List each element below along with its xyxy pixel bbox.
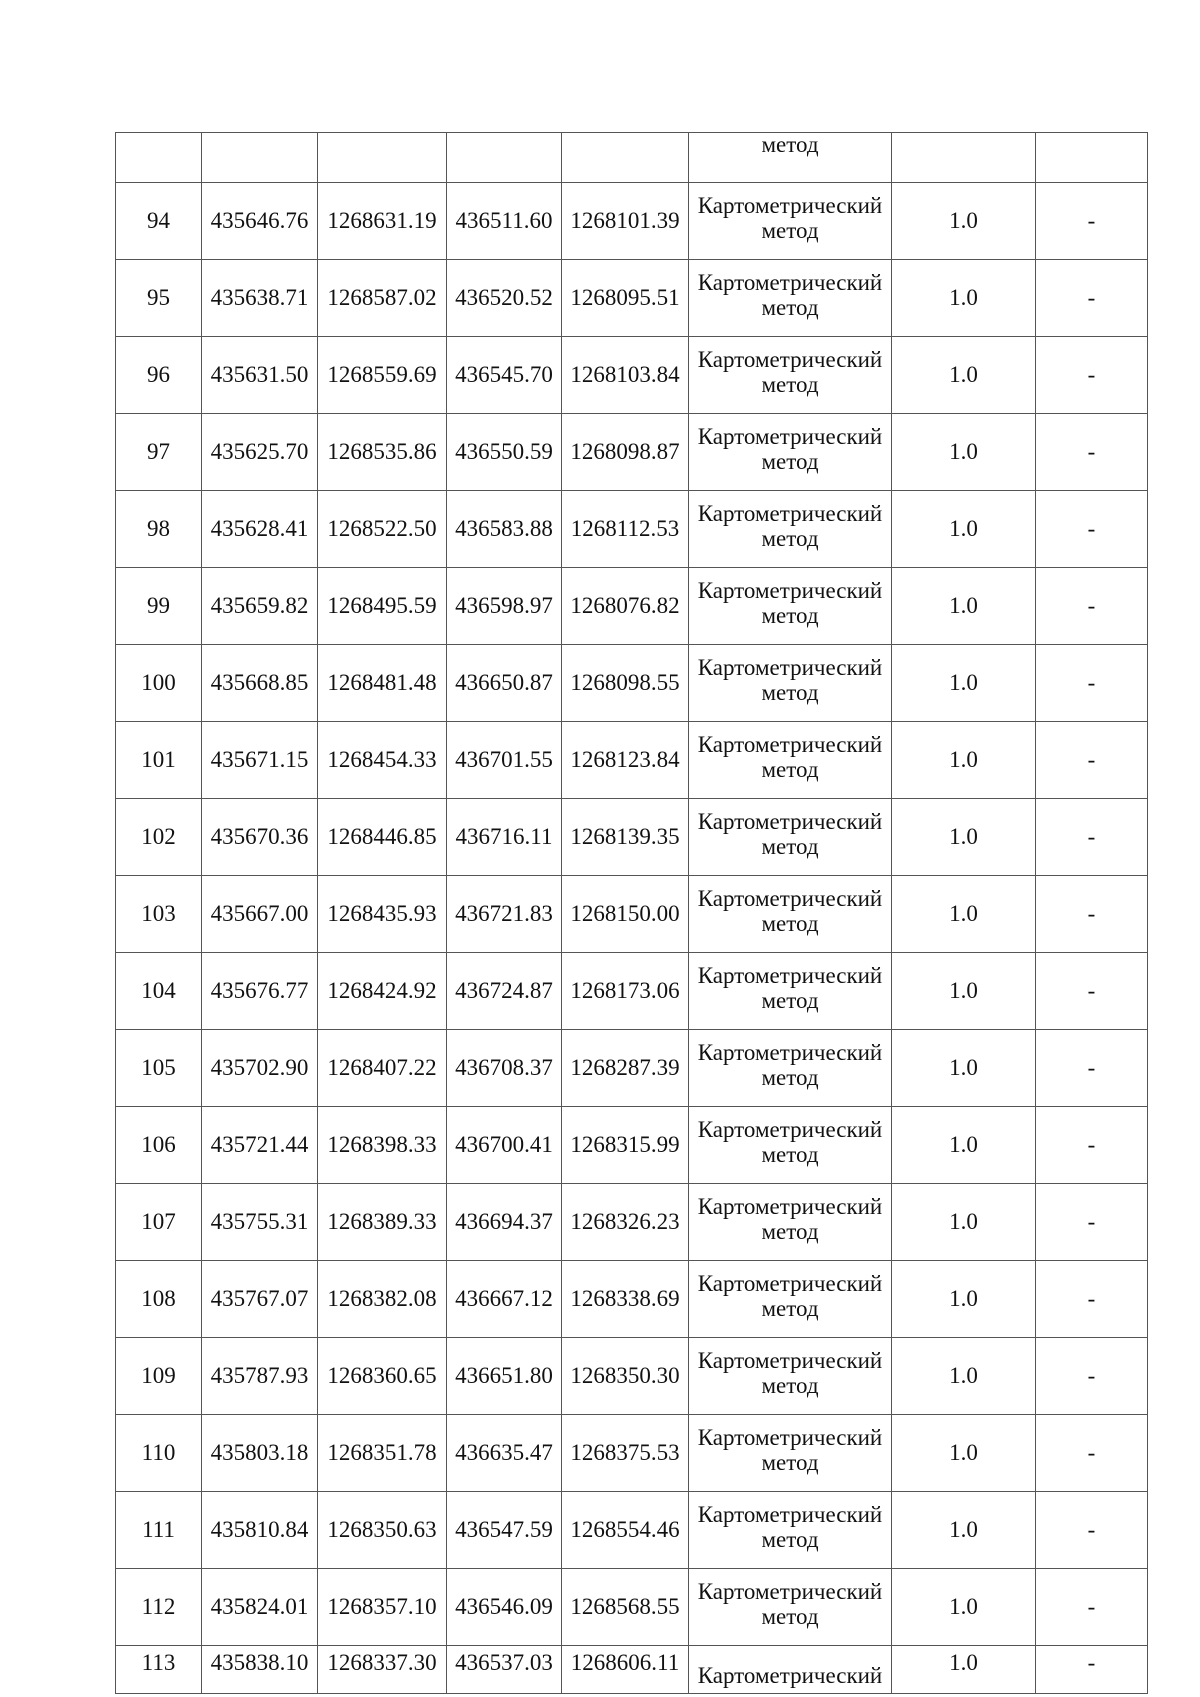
table-row xyxy=(116,1030,1148,1107)
table-row xyxy=(116,568,1148,645)
cell-method xyxy=(689,1569,892,1646)
cell-point-number: 97 xyxy=(116,414,202,491)
cell-y1: 1268587.02 xyxy=(318,260,447,337)
cell-x2: 436716.11 xyxy=(447,799,562,876)
cell-x2: 436550.59 xyxy=(447,414,562,491)
cell-y1 xyxy=(318,133,447,183)
cell-point-number: 105 xyxy=(116,1030,202,1107)
cell-x1: 435631.50 xyxy=(202,337,318,414)
method-line-2: метод xyxy=(761,1373,819,1398)
method-line-2: метод xyxy=(761,988,819,1013)
cell-method xyxy=(689,414,892,491)
table-row xyxy=(116,953,1148,1030)
method-line-1: Картометрический xyxy=(697,1039,883,1065)
cell-y2 xyxy=(562,133,689,183)
cell-point-number: 98 xyxy=(116,491,202,568)
cell-x2: 436721.83 xyxy=(447,876,562,953)
cell-x1: 435721.44 xyxy=(202,1107,318,1184)
cell-accuracy: 1.0 xyxy=(892,799,1036,876)
cell-x1: 435628.41 xyxy=(202,491,318,568)
cell-point-number: 110 xyxy=(116,1415,202,1492)
cell-note: - xyxy=(1036,645,1148,722)
method-line-2: метод xyxy=(761,1604,819,1629)
cell-y1: 1268351.78 xyxy=(318,1415,447,1492)
cell-method xyxy=(689,953,892,1030)
cell-point-number: 101 xyxy=(116,722,202,799)
method-line-1: Картометрический xyxy=(697,269,883,295)
cell-point-number: 102 xyxy=(116,799,202,876)
cell-method xyxy=(689,1261,892,1338)
cell-x2: 436520.52 xyxy=(447,260,562,337)
cell-x1: 435803.18 xyxy=(202,1415,318,1492)
cell-x2: 436511.60 xyxy=(447,183,562,260)
cell-note: - xyxy=(1036,1415,1148,1492)
coordinates-table xyxy=(115,132,1148,1694)
cell-note: - xyxy=(1036,1338,1148,1415)
cell-y2: 1268123.84 xyxy=(562,722,689,799)
cell-point-number: 111 xyxy=(116,1492,202,1569)
table-row-partial xyxy=(116,1646,1148,1694)
cell-x1: 435676.77 xyxy=(202,953,318,1030)
cell-y1: 1268535.86 xyxy=(318,414,447,491)
method-line-2: метод xyxy=(761,603,819,628)
cell-x1: 435671.15 xyxy=(202,722,318,799)
cell-y1: 1268389.33 xyxy=(318,1184,447,1261)
cell-x1: 435755.31 xyxy=(202,1184,318,1261)
cell-accuracy: 1.0 xyxy=(892,1030,1036,1107)
cell-x2: 436667.12 xyxy=(447,1261,562,1338)
cell-x2: 436546.09 xyxy=(447,1569,562,1646)
cell-x2: 436651.80 xyxy=(447,1338,562,1415)
cell-y2: 1268103.84 xyxy=(562,337,689,414)
cell-accuracy: 1.0 xyxy=(892,568,1036,645)
cell-y1: 1268337.30 xyxy=(318,1646,447,1694)
table-row xyxy=(116,1338,1148,1415)
cell-x1: 435702.90 xyxy=(202,1030,318,1107)
cell-note: - xyxy=(1036,414,1148,491)
method-line-2: метод xyxy=(761,218,819,243)
cell-accuracy: 1.0 xyxy=(892,1261,1036,1338)
cell-note: - xyxy=(1036,183,1148,260)
method-line-1: Картометрический xyxy=(697,1501,883,1527)
cell-x2: 436700.41 xyxy=(447,1107,562,1184)
cell-accuracy: 1.0 xyxy=(892,414,1036,491)
cell-y2: 1268150.00 xyxy=(562,876,689,953)
cell-point-number: 107 xyxy=(116,1184,202,1261)
method-line-1: Картометрический xyxy=(697,500,883,526)
cell-x1: 435670.36 xyxy=(202,799,318,876)
cell-y1: 1268454.33 xyxy=(318,722,447,799)
table-row xyxy=(116,337,1148,414)
cell-note: - xyxy=(1036,722,1148,799)
cell-note xyxy=(1036,133,1148,183)
cell-note: - xyxy=(1036,799,1148,876)
cell-method xyxy=(689,1415,892,1492)
cell-accuracy: 1.0 xyxy=(892,1415,1036,1492)
cell-note: - xyxy=(1036,1184,1148,1261)
method-line-2: метод xyxy=(761,526,819,551)
method-line-2: метод xyxy=(761,834,819,859)
cell-y1: 1268481.48 xyxy=(318,645,447,722)
cell-accuracy: 1.0 xyxy=(892,645,1036,722)
cell-method xyxy=(689,1338,892,1415)
cell-y2: 1268112.53 xyxy=(562,491,689,568)
cell-note: - xyxy=(1036,876,1148,953)
method-line-2: метод xyxy=(761,1142,819,1167)
cell-point-number: 104 xyxy=(116,953,202,1030)
method-line-1: Картометрический xyxy=(697,731,883,757)
cell-y1: 1268495.59 xyxy=(318,568,447,645)
cell-y1: 1268398.33 xyxy=(318,1107,447,1184)
cell-accuracy: 1.0 xyxy=(892,1646,1036,1694)
cell-y2: 1268554.46 xyxy=(562,1492,689,1569)
method-line-2: метод xyxy=(761,1450,819,1475)
cell-y2: 1268098.55 xyxy=(562,645,689,722)
cell-note: - xyxy=(1036,1569,1148,1646)
cell-note: - xyxy=(1036,1492,1148,1569)
table-row xyxy=(116,260,1148,337)
table-row xyxy=(116,722,1148,799)
method-line-2: метод xyxy=(761,295,819,320)
cell-y2: 1268095.51 xyxy=(562,260,689,337)
cell-note: - xyxy=(1036,337,1148,414)
table-row xyxy=(116,876,1148,953)
cell-point-number: 109 xyxy=(116,1338,202,1415)
table-row xyxy=(116,799,1148,876)
cell-method xyxy=(689,1492,892,1569)
cell-method xyxy=(689,876,892,953)
cell-accuracy: 1.0 xyxy=(892,491,1036,568)
table-row xyxy=(116,1107,1148,1184)
cell-accuracy: 1.0 xyxy=(892,260,1036,337)
cell-x2: 436537.03 xyxy=(447,1646,562,1694)
method-line-1: Картометрический xyxy=(697,346,883,372)
cell-accuracy: 1.0 xyxy=(892,722,1036,799)
cell-y1: 1268350.63 xyxy=(318,1492,447,1569)
cell-y2: 1268098.87 xyxy=(562,414,689,491)
cell-x1: 435625.70 xyxy=(202,414,318,491)
method-line-2: метод xyxy=(761,1065,819,1090)
cell-x1: 435659.82 xyxy=(202,568,318,645)
method-continuation-text: метод xyxy=(761,132,819,157)
cell-accuracy: 1.0 xyxy=(892,183,1036,260)
cell-method xyxy=(689,1184,892,1261)
cell-y2: 1268076.82 xyxy=(562,568,689,645)
cell-x2: 436701.55 xyxy=(447,722,562,799)
cell-x1: 435810.84 xyxy=(202,1492,318,1569)
cell-note: - xyxy=(1036,260,1148,337)
cell-method xyxy=(689,491,892,568)
method-line-1: Картометрический xyxy=(697,808,883,834)
table-row xyxy=(116,1569,1148,1646)
cell-y2: 1268568.55 xyxy=(562,1569,689,1646)
cell-method xyxy=(689,133,892,183)
cell-x2: 436547.59 xyxy=(447,1492,562,1569)
cell-y2: 1268375.53 xyxy=(562,1415,689,1492)
table-row xyxy=(116,1415,1148,1492)
method-line-2: метод xyxy=(761,1527,819,1552)
cell-y1: 1268446.85 xyxy=(318,799,447,876)
cell-point-number: 100 xyxy=(116,645,202,722)
method-line-1: Картометрический xyxy=(697,962,883,988)
cell-x1: 435668.85 xyxy=(202,645,318,722)
method-line-2: метод xyxy=(761,680,819,705)
cell-point-number xyxy=(116,133,202,183)
table-row xyxy=(116,183,1148,260)
table-row xyxy=(116,1184,1148,1261)
cell-x2: 436583.88 xyxy=(447,491,562,568)
method-line-2: метод xyxy=(761,911,819,936)
method-line-1: Картометрический xyxy=(697,1424,883,1450)
cell-x2 xyxy=(447,133,562,183)
method-line-1: Картометрический xyxy=(697,1116,883,1142)
method-line-1: Картометрический xyxy=(697,1193,883,1219)
cell-method xyxy=(689,1107,892,1184)
cell-point-number: 112 xyxy=(116,1569,202,1646)
cell-x1: 435787.93 xyxy=(202,1338,318,1415)
cell-note: - xyxy=(1036,1261,1148,1338)
table-row-continuation xyxy=(116,133,1148,183)
cell-y1: 1268382.08 xyxy=(318,1261,447,1338)
cell-x1: 435767.07 xyxy=(202,1261,318,1338)
cell-note: - xyxy=(1036,568,1148,645)
cell-method xyxy=(689,799,892,876)
cell-accuracy: 1.0 xyxy=(892,953,1036,1030)
table-body xyxy=(116,133,1148,1694)
cell-y1: 1268522.50 xyxy=(318,491,447,568)
cell-note: - xyxy=(1036,1107,1148,1184)
cell-method xyxy=(689,260,892,337)
cell-x1: 435667.00 xyxy=(202,876,318,953)
cell-x2: 436650.87 xyxy=(447,645,562,722)
cell-y2: 1268315.99 xyxy=(562,1107,689,1184)
cell-note: - xyxy=(1036,1646,1148,1694)
method-line-1: Картометрический xyxy=(697,885,883,911)
cell-y2: 1268326.23 xyxy=(562,1184,689,1261)
cell-point-number: 103 xyxy=(116,876,202,953)
method-line-1: Картометрический xyxy=(697,654,883,680)
method-line-1: Картометрический xyxy=(697,192,883,218)
table-row xyxy=(116,1492,1148,1569)
method-line-2: метод xyxy=(761,757,819,782)
method-line-2: метод xyxy=(761,372,819,397)
table-row xyxy=(116,1261,1148,1338)
cell-x2: 436694.37 xyxy=(447,1184,562,1261)
cell-y2: 1268287.39 xyxy=(562,1030,689,1107)
cell-x2: 436724.87 xyxy=(447,953,562,1030)
cell-y1: 1268407.22 xyxy=(318,1030,447,1107)
cell-accuracy: 1.0 xyxy=(892,1569,1036,1646)
cell-y2: 1268338.69 xyxy=(562,1261,689,1338)
method-line-1: Картометрический xyxy=(697,577,883,603)
cell-y1: 1268424.92 xyxy=(318,953,447,1030)
cell-point-number: 99 xyxy=(116,568,202,645)
cell-point-number: 95 xyxy=(116,260,202,337)
cell-accuracy: 1.0 xyxy=(892,1107,1036,1184)
cell-x2: 436708.37 xyxy=(447,1030,562,1107)
table-row xyxy=(116,491,1148,568)
method-line-1: Картометрический xyxy=(697,1578,883,1604)
cell-x1: 435824.01 xyxy=(202,1569,318,1646)
cell-y2: 1268350.30 xyxy=(562,1338,689,1415)
cell-x2: 436635.47 xyxy=(447,1415,562,1492)
cell-method xyxy=(689,568,892,645)
cell-accuracy: 1.0 xyxy=(892,337,1036,414)
table-row xyxy=(116,645,1148,722)
cell-note: - xyxy=(1036,491,1148,568)
cell-y2: 1268606.11 xyxy=(562,1646,689,1694)
cell-note: - xyxy=(1036,1030,1148,1107)
cell-method xyxy=(689,722,892,799)
cell-y2: 1268173.06 xyxy=(562,953,689,1030)
cell-accuracy: 1.0 xyxy=(892,1338,1036,1415)
cell-point-number: 113 xyxy=(116,1646,202,1694)
method-line-1: Картометрический xyxy=(697,1662,883,1688)
cell-x2: 436545.70 xyxy=(447,337,562,414)
cell-accuracy: 1.0 xyxy=(892,1492,1036,1569)
cell-accuracy: 1.0 xyxy=(892,876,1036,953)
cell-y1: 1268631.19 xyxy=(318,183,447,260)
method-line-1: Картометрический xyxy=(697,1347,883,1373)
cell-point-number: 96 xyxy=(116,337,202,414)
cell-x1: 435638.71 xyxy=(202,260,318,337)
cell-method xyxy=(689,1646,892,1694)
cell-y1: 1268559.69 xyxy=(318,337,447,414)
cell-accuracy xyxy=(892,133,1036,183)
cell-y2: 1268101.39 xyxy=(562,183,689,260)
cell-y1: 1268360.65 xyxy=(318,1338,447,1415)
method-line-1: Картометрический xyxy=(697,423,883,449)
cell-y1: 1268435.93 xyxy=(318,876,447,953)
cell-accuracy: 1.0 xyxy=(892,1184,1036,1261)
cell-method xyxy=(689,645,892,722)
table-row xyxy=(116,414,1148,491)
cell-x1 xyxy=(202,133,318,183)
method-line-2: метод xyxy=(761,1219,819,1244)
cell-method xyxy=(689,1030,892,1107)
cell-method xyxy=(689,337,892,414)
cell-x2: 436598.97 xyxy=(447,568,562,645)
method-line-2: метод xyxy=(761,449,819,474)
cell-point-number: 94 xyxy=(116,183,202,260)
cell-y2: 1268139.35 xyxy=(562,799,689,876)
cell-point-number: 106 xyxy=(116,1107,202,1184)
cell-y1: 1268357.10 xyxy=(318,1569,447,1646)
method-line-1: Картометрический xyxy=(697,1270,883,1296)
cell-method xyxy=(689,183,892,260)
cell-x1: 435646.76 xyxy=(202,183,318,260)
cell-note: - xyxy=(1036,953,1148,1030)
method-line-2: метод xyxy=(761,1296,819,1321)
cell-point-number: 108 xyxy=(116,1261,202,1338)
cell-x1: 435838.10 xyxy=(202,1646,318,1694)
